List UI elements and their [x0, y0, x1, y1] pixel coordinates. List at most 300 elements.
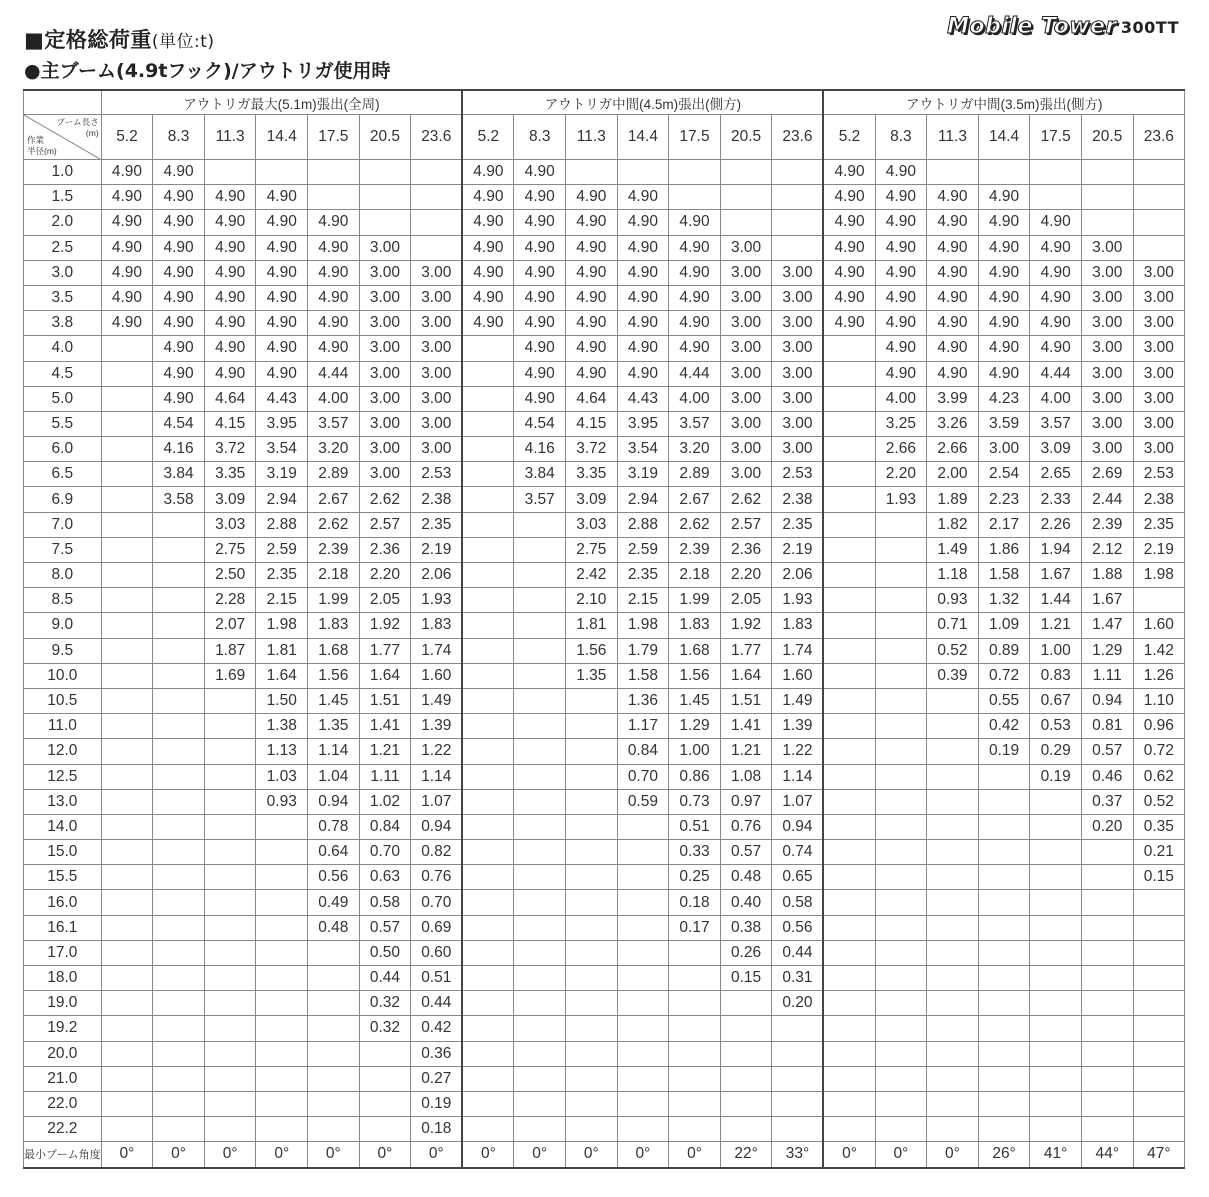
- load-cell: 4.64: [566, 386, 618, 411]
- load-cell: 4.44: [669, 361, 721, 386]
- load-cell: 2.39: [1081, 512, 1133, 537]
- load-cell: 3.84: [153, 462, 205, 487]
- load-cell: [153, 789, 205, 814]
- load-cell: [927, 940, 979, 965]
- load-cell: 3.54: [617, 437, 669, 462]
- load-cell: [875, 915, 927, 940]
- load-cell: [566, 739, 618, 764]
- load-cell: [1133, 185, 1185, 210]
- load-cell: [359, 210, 411, 235]
- load-cell: [617, 160, 669, 185]
- load-cell: 0.19: [978, 739, 1030, 764]
- load-cell: 3.00: [1081, 235, 1133, 260]
- load-cell: 1.58: [617, 663, 669, 688]
- load-cell: 3.00: [772, 437, 824, 462]
- load-cell: 1.03: [256, 764, 308, 789]
- load-cell: 4.90: [204, 210, 256, 235]
- load-cell: [1030, 991, 1082, 1016]
- min-angle-cell: 0°: [153, 1142, 205, 1168]
- load-cell: 2.53: [411, 462, 463, 487]
- load-cell: [1030, 1016, 1082, 1041]
- load-cell: 1.17: [617, 714, 669, 739]
- load-cell: 0.21: [1133, 840, 1185, 865]
- load-cell: 4.90: [514, 235, 566, 260]
- load-cell: 3.00: [359, 361, 411, 386]
- load-cell: 4.90: [927, 336, 979, 361]
- load-cell: 4.90: [823, 235, 875, 260]
- load-cell: 3.00: [1133, 311, 1185, 336]
- radius-cell: 5.0: [24, 386, 102, 411]
- load-cell: [823, 1117, 875, 1142]
- load-cell: 4.90: [1030, 235, 1082, 260]
- load-cell: 0.25: [669, 865, 721, 890]
- load-cell: 2.38: [772, 487, 824, 512]
- table-row: [24, 361, 1185, 386]
- boom-length-header: 20.5: [1081, 115, 1133, 160]
- load-cell: 4.90: [153, 235, 205, 260]
- load-cell: 2.36: [720, 537, 772, 562]
- load-cell: 1.49: [927, 537, 979, 562]
- load-cell: [875, 1016, 927, 1041]
- min-angle-cell: 41°: [1030, 1142, 1082, 1168]
- load-cell: [823, 613, 875, 638]
- load-cell: 4.90: [256, 336, 308, 361]
- load-cell: [978, 915, 1030, 940]
- load-cell: 0.35: [1133, 814, 1185, 839]
- load-cell: 3.72: [204, 437, 256, 462]
- group-header: アウトリガ中間(3.5m)張出(側方): [823, 90, 1184, 115]
- min-angle-cell: 0°: [101, 1142, 153, 1168]
- load-cell: 1.11: [1081, 663, 1133, 688]
- load-cell: 0.93: [256, 789, 308, 814]
- load-cell: 4.90: [514, 285, 566, 310]
- load-cell: 4.90: [153, 311, 205, 336]
- load-cell: [153, 1066, 205, 1091]
- radius-cell: 16.0: [24, 890, 102, 915]
- load-cell: 1.87: [204, 638, 256, 663]
- load-cell: 4.90: [153, 285, 205, 310]
- load-cell: [462, 714, 514, 739]
- load-cell: [927, 1091, 979, 1116]
- load-cell: 2.57: [720, 512, 772, 537]
- radius-cell: 19.2: [24, 1016, 102, 1041]
- load-cell: 0.33: [669, 840, 721, 865]
- load-cell: 0.42: [411, 1016, 463, 1041]
- load-cell: 3.00: [720, 411, 772, 436]
- load-cell: [1030, 160, 1082, 185]
- load-cell: [462, 764, 514, 789]
- group-header: アウトリガ中間(4.5m)張出(側方): [462, 90, 823, 115]
- radius-cell: 7.5: [24, 537, 102, 562]
- load-cell: 0.64: [308, 840, 360, 865]
- load-cell: 1.02: [359, 789, 411, 814]
- load-cell: 4.90: [462, 311, 514, 336]
- load-cell: 4.90: [617, 285, 669, 310]
- table-row: [24, 940, 1185, 965]
- load-cell: 0.69: [411, 915, 463, 940]
- load-cell: 4.90: [308, 285, 360, 310]
- load-cell: [617, 966, 669, 991]
- load-cell: 4.90: [514, 361, 566, 386]
- radius-cell: 8.5: [24, 588, 102, 613]
- table-row: [24, 311, 1185, 336]
- radius-cell: 10.0: [24, 663, 102, 688]
- load-cell: 1.67: [1030, 563, 1082, 588]
- load-cell: 4.90: [875, 210, 927, 235]
- load-cell: [617, 1066, 669, 1091]
- load-cell: [1133, 1016, 1185, 1041]
- table-row: [24, 1041, 1185, 1066]
- min-angle-cell: 0°: [411, 1142, 463, 1168]
- load-cell: [1081, 160, 1133, 185]
- load-cell: 1.44: [1030, 588, 1082, 613]
- load-cell: [153, 688, 205, 713]
- load-cell: [308, 991, 360, 1016]
- load-cell: [308, 966, 360, 991]
- load-cell: [669, 991, 721, 1016]
- boom-length-header: 17.5: [669, 115, 721, 160]
- load-cell: [1081, 1016, 1133, 1041]
- table-row: [24, 210, 1185, 235]
- load-cell: 4.90: [823, 260, 875, 285]
- load-cell: [823, 537, 875, 562]
- load-cell: [462, 940, 514, 965]
- load-cell: 2.35: [1133, 512, 1185, 537]
- load-cell: 3.00: [772, 285, 824, 310]
- load-cell: [204, 940, 256, 965]
- load-cell: 4.90: [462, 235, 514, 260]
- load-cell: 1.13: [256, 739, 308, 764]
- load-cell: 2.38: [411, 487, 463, 512]
- load-cell: [669, 1066, 721, 1091]
- load-cell: 3.54: [256, 437, 308, 462]
- load-cell: [204, 764, 256, 789]
- load-cell: [875, 739, 927, 764]
- load-cell: 0.96: [1133, 714, 1185, 739]
- load-cell: 3.00: [772, 361, 824, 386]
- load-cell: [566, 890, 618, 915]
- load-cell: [823, 1041, 875, 1066]
- min-angle-label: 最小ブーム角度: [24, 1142, 102, 1168]
- load-cell: 1.81: [566, 613, 618, 638]
- load-cell: 4.90: [514, 386, 566, 411]
- load-cell: [823, 840, 875, 865]
- load-cell: 3.00: [1081, 311, 1133, 336]
- load-cell: [514, 991, 566, 1016]
- load-cell: [204, 991, 256, 1016]
- load-cell: 2.59: [617, 537, 669, 562]
- boom-length-header: 23.6: [411, 115, 463, 160]
- load-cell: 4.90: [978, 260, 1030, 285]
- load-cell: [1133, 1066, 1185, 1091]
- load-cell: 3.00: [359, 386, 411, 411]
- load-cell: [1133, 991, 1185, 1016]
- load-cell: 4.90: [514, 185, 566, 210]
- load-cell: 0.74: [772, 840, 824, 865]
- load-cell: [875, 789, 927, 814]
- load-cell: 1.41: [359, 714, 411, 739]
- table-row: [24, 1117, 1185, 1142]
- unit-text: (単位:t): [151, 32, 215, 52]
- load-cell: 0.70: [411, 890, 463, 915]
- load-cell: 1.86: [978, 537, 1030, 562]
- load-cell: [978, 1041, 1030, 1066]
- boom-length-header: 17.5: [308, 115, 360, 160]
- load-cell: 2.15: [256, 588, 308, 613]
- table-row: [24, 613, 1185, 638]
- load-cell: [566, 966, 618, 991]
- radius-cell: 3.8: [24, 311, 102, 336]
- load-cell: [411, 185, 463, 210]
- load-cell: [462, 563, 514, 588]
- load-cell: [772, 1091, 824, 1116]
- load-cell: 3.09: [204, 487, 256, 512]
- load-cell: [772, 1016, 824, 1041]
- table-row: [24, 160, 1185, 185]
- load-cell: 0.26: [720, 940, 772, 965]
- table-row: [24, 814, 1185, 839]
- load-cell: 2.06: [772, 563, 824, 588]
- load-cell: [514, 764, 566, 789]
- load-cell: [1030, 915, 1082, 940]
- load-cell: 3.00: [978, 437, 1030, 462]
- radius-cell: 22.2: [24, 1117, 102, 1142]
- load-cell: [153, 890, 205, 915]
- load-cell: [978, 160, 1030, 185]
- load-cell: 0.62: [1133, 764, 1185, 789]
- load-cell: [617, 890, 669, 915]
- load-cell: 4.90: [617, 185, 669, 210]
- load-cell: 0.55: [978, 688, 1030, 713]
- load-cell: [462, 1091, 514, 1116]
- load-cell: 4.90: [669, 285, 721, 310]
- load-cell: [823, 336, 875, 361]
- brand-logo: [947, 14, 1179, 39]
- load-cell: [101, 462, 153, 487]
- load-cell: 4.90: [101, 260, 153, 285]
- radius-cell: 17.0: [24, 940, 102, 965]
- load-cell: [1133, 210, 1185, 235]
- load-cell: 2.23: [978, 487, 1030, 512]
- load-cell: [772, 1117, 824, 1142]
- load-cell: [1133, 915, 1185, 940]
- load-cell: 2.20: [359, 563, 411, 588]
- load-cell: 3.00: [1133, 285, 1185, 310]
- load-cell: [566, 840, 618, 865]
- load-cell: [308, 160, 360, 185]
- boom-length-row: [24, 115, 1185, 160]
- load-cell: 1.49: [772, 688, 824, 713]
- load-cell: [978, 814, 1030, 839]
- load-cell: 3.00: [720, 462, 772, 487]
- load-cell: [875, 537, 927, 562]
- load-cell: 1.69: [204, 663, 256, 688]
- load-cell: 1.93: [875, 487, 927, 512]
- load-cell: [462, 537, 514, 562]
- table-row: [24, 235, 1185, 260]
- load-cell: 2.88: [256, 512, 308, 537]
- load-cell: [1030, 1117, 1082, 1142]
- load-cell: [772, 235, 824, 260]
- load-cell: [978, 1117, 1030, 1142]
- load-cell: [720, 185, 772, 210]
- load-cell: [1081, 185, 1133, 210]
- load-cell: 3.00: [411, 411, 463, 436]
- boom-length-header: 20.5: [720, 115, 772, 160]
- load-cell: [462, 915, 514, 940]
- load-cell: 2.62: [359, 487, 411, 512]
- load-cell: 0.44: [772, 940, 824, 965]
- load-cell: [566, 940, 618, 965]
- load-cell: 4.90: [617, 260, 669, 285]
- load-cell: 3.00: [1133, 336, 1185, 361]
- load-cell: 2.10: [566, 588, 618, 613]
- load-cell: 0.94: [411, 814, 463, 839]
- load-cell: 3.00: [1133, 260, 1185, 285]
- load-cell: [256, 840, 308, 865]
- load-cell: [823, 890, 875, 915]
- load-cell: 4.90: [1030, 210, 1082, 235]
- load-cell: [256, 966, 308, 991]
- load-cell: [1081, 940, 1133, 965]
- load-cell: 0.63: [359, 865, 411, 890]
- load-cell: [204, 739, 256, 764]
- min-angle-cell: 33°: [772, 1142, 824, 1168]
- load-cell: 4.90: [927, 185, 979, 210]
- load-cell: [823, 865, 875, 890]
- boom-length-header: 23.6: [772, 115, 824, 160]
- load-cell: 4.90: [617, 210, 669, 235]
- load-cell: [204, 865, 256, 890]
- load-cell: [720, 991, 772, 1016]
- load-cell: 0.76: [720, 814, 772, 839]
- load-cell: [1081, 991, 1133, 1016]
- radius-cell: 10.5: [24, 688, 102, 713]
- load-cell: [1081, 915, 1133, 940]
- load-cell: 0.32: [359, 1016, 411, 1041]
- load-cell: 1.56: [308, 663, 360, 688]
- load-cell: 4.90: [875, 160, 927, 185]
- load-cell: 1.98: [617, 613, 669, 638]
- load-cell: 1.26: [1133, 663, 1185, 688]
- boom-length-header: 8.3: [514, 115, 566, 160]
- load-cell: 0.72: [1133, 739, 1185, 764]
- load-cell: 0.44: [411, 991, 463, 1016]
- load-cell: 4.90: [462, 260, 514, 285]
- load-cell: 2.33: [1030, 487, 1082, 512]
- load-cell: [720, 1117, 772, 1142]
- table-row: [24, 789, 1185, 814]
- load-cell: 2.19: [411, 537, 463, 562]
- load-cell: [204, 1041, 256, 1066]
- load-cell: [772, 160, 824, 185]
- load-cell: [1133, 160, 1185, 185]
- load-cell: [875, 890, 927, 915]
- table-row: [24, 840, 1185, 865]
- load-cell: 0.32: [359, 991, 411, 1016]
- load-cell: 4.90: [823, 210, 875, 235]
- load-cell: 1.92: [359, 613, 411, 638]
- load-cell: [927, 840, 979, 865]
- load-cell: [978, 789, 1030, 814]
- load-cell: 3.00: [1133, 437, 1185, 462]
- load-cell: [1133, 1117, 1185, 1142]
- load-cell: 0.20: [772, 991, 824, 1016]
- load-cell: 3.99: [927, 386, 979, 411]
- load-cell: [978, 865, 1030, 890]
- load-cell: [462, 1117, 514, 1142]
- load-cell: [566, 714, 618, 739]
- load-cell: 0.44: [359, 966, 411, 991]
- load-cell: 0.67: [1030, 688, 1082, 713]
- load-cell: [204, 688, 256, 713]
- load-cell: [1081, 1041, 1133, 1066]
- load-cell: 0.86: [669, 764, 721, 789]
- load-cell: 2.53: [772, 462, 824, 487]
- load-cell: [978, 890, 1030, 915]
- boom-length-header: 11.3: [204, 115, 256, 160]
- load-cell: [617, 840, 669, 865]
- load-cell: [823, 1091, 875, 1116]
- load-cell: 0.18: [669, 890, 721, 915]
- load-cell: 2.62: [669, 512, 721, 537]
- load-cell: 1.00: [669, 739, 721, 764]
- load-cell: [669, 185, 721, 210]
- load-cell: [875, 563, 927, 588]
- load-cell: 1.47: [1081, 613, 1133, 638]
- load-cell: 3.00: [411, 386, 463, 411]
- load-cell: 2.39: [669, 537, 721, 562]
- load-cell: 4.43: [256, 386, 308, 411]
- load-cell: 2.06: [411, 563, 463, 588]
- load-cell: [669, 1117, 721, 1142]
- load-cell: [1133, 940, 1185, 965]
- load-cell: [204, 814, 256, 839]
- load-cell: [101, 563, 153, 588]
- load-cell: 2.66: [927, 437, 979, 462]
- load-cell: [101, 537, 153, 562]
- load-cell: [256, 1016, 308, 1041]
- table-row: [24, 537, 1185, 562]
- load-cell: 0.70: [359, 840, 411, 865]
- load-cell: [823, 563, 875, 588]
- load-cell: 3.00: [772, 336, 824, 361]
- load-cell: 1.45: [308, 688, 360, 713]
- boom-length-header: 5.2: [823, 115, 875, 160]
- load-cell: [462, 865, 514, 890]
- load-cell: [308, 1041, 360, 1066]
- load-cell: 4.90: [101, 160, 153, 185]
- load-cell: 4.90: [204, 361, 256, 386]
- load-cell: [204, 1016, 256, 1041]
- load-cell: [566, 814, 618, 839]
- load-cell: 4.15: [204, 411, 256, 436]
- load-cell: [669, 940, 721, 965]
- load-cell: [308, 1066, 360, 1091]
- radius-cell: 1.0: [24, 160, 102, 185]
- min-angle-row: [24, 1142, 1185, 1168]
- load-cell: 1.81: [256, 638, 308, 663]
- load-cell: [204, 160, 256, 185]
- group-header: アウトリガ最大(5.1m)張出(全周): [101, 90, 462, 115]
- load-cell: [514, 663, 566, 688]
- load-cell: [823, 462, 875, 487]
- load-cell: [875, 638, 927, 663]
- load-cell: [823, 688, 875, 713]
- load-cell: 1.58: [978, 563, 1030, 588]
- load-cell: [1081, 865, 1133, 890]
- load-cell: 3.57: [308, 411, 360, 436]
